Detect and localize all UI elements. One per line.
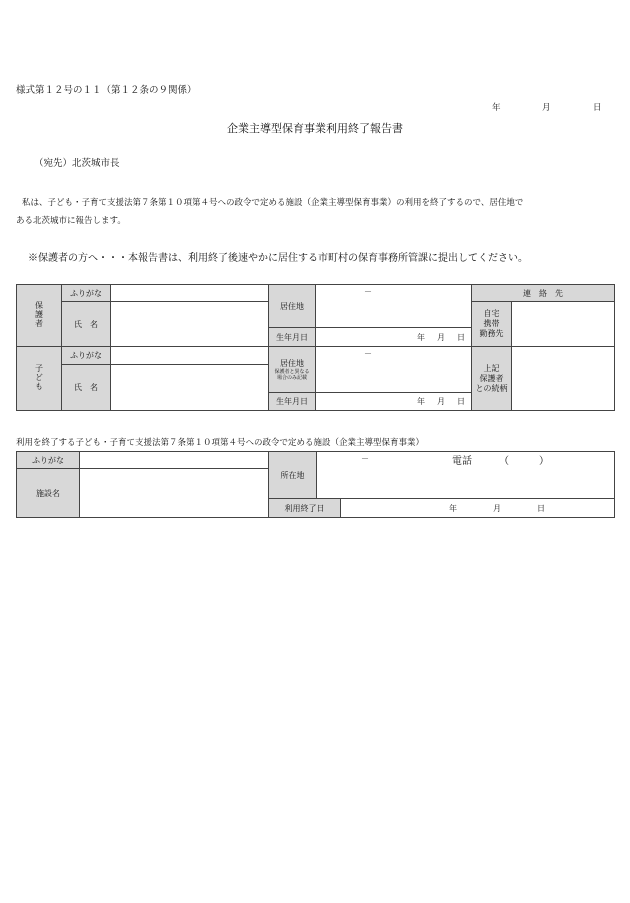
- form-number: 様式第１２号の１１（第１２条の９関係）: [16, 85, 197, 96]
- report-paragraph-line-2: ある北茨城市に報告します。: [16, 216, 126, 226]
- child-name-field[interactable]: [111, 365, 269, 411]
- child-name-label: 氏 名: [62, 365, 111, 411]
- addressee: （宛先）北茨城市長: [34, 158, 120, 169]
- relation-label: 上記 保護者 との続柄: [472, 347, 512, 411]
- facility-table-caption: 利用を終了する子ども・子育て支援法第７条第１０項第４号への政令で定める施設（企業主導型保育事業）: [16, 438, 425, 448]
- guardian-address-label: 居住地: [269, 285, 316, 328]
- page-title: 企業主導型保育事業利用終了報告書: [227, 122, 403, 135]
- facility-furigana-label: ふりがな: [17, 452, 80, 469]
- guardian-notice: ※保護者の方へ・・・本報告書は、利用終了後速やかに居住する市町村の保育事務所管課に提出してください。: [28, 253, 528, 264]
- child-furigana-field[interactable]: [111, 347, 269, 365]
- guardian-name-field[interactable]: [111, 302, 269, 347]
- guardian-name-label: 氏 名: [62, 302, 111, 347]
- guardian-furigana-field[interactable]: [111, 285, 269, 302]
- facility-name-label: 施設名: [17, 469, 80, 518]
- guardian-address-field[interactable]: －: [316, 285, 472, 328]
- contact-header: 連 絡 先: [472, 285, 615, 302]
- contact-type-label: 自宅 携帯 勤務先: [472, 302, 512, 347]
- facility-location-label: 所在地: [269, 452, 317, 499]
- date-day-label: 日: [593, 103, 602, 113]
- guardian-birthdate-field[interactable]: 年 月 日: [316, 328, 472, 347]
- report-paragraph-line-1: 私は、子ども・子育て支援法第７条第１０項第４号への政令で定める施設（企業主導型保育事業）の利用を終了するので、居住地で: [22, 198, 524, 208]
- facility-name-field[interactable]: [80, 469, 269, 518]
- child-birthdate-field[interactable]: 年 月 日: [316, 393, 472, 411]
- child-address-label: 居住地 保護者と異なる 場合のみ記載: [269, 347, 316, 393]
- child-address-field[interactable]: －: [316, 347, 472, 393]
- end-date-field[interactable]: 年 月 日: [341, 499, 615, 518]
- end-date-label: 利用終了日: [269, 499, 341, 518]
- guardian-furigana-label: ふりがな: [62, 285, 111, 302]
- child-header-cell: 子ども: [17, 347, 62, 411]
- facility-table: [16, 451, 615, 518]
- guardian-header-cell: 保護者: [17, 285, 62, 347]
- date-month-label: 月: [542, 103, 551, 113]
- guardian-birthdate-label: 生年月日: [269, 328, 316, 347]
- guardian-child-table: [16, 284, 615, 411]
- relation-field[interactable]: [512, 347, 615, 411]
- facility-furigana-field[interactable]: [80, 452, 269, 469]
- child-birthdate-label: 生年月日: [269, 393, 316, 411]
- date-year-label: 年: [492, 103, 501, 113]
- facility-location-field[interactable]: － 電話 （ ）: [317, 452, 615, 499]
- child-furigana-label: ふりがな: [62, 347, 111, 365]
- contact-field[interactable]: [512, 302, 615, 347]
